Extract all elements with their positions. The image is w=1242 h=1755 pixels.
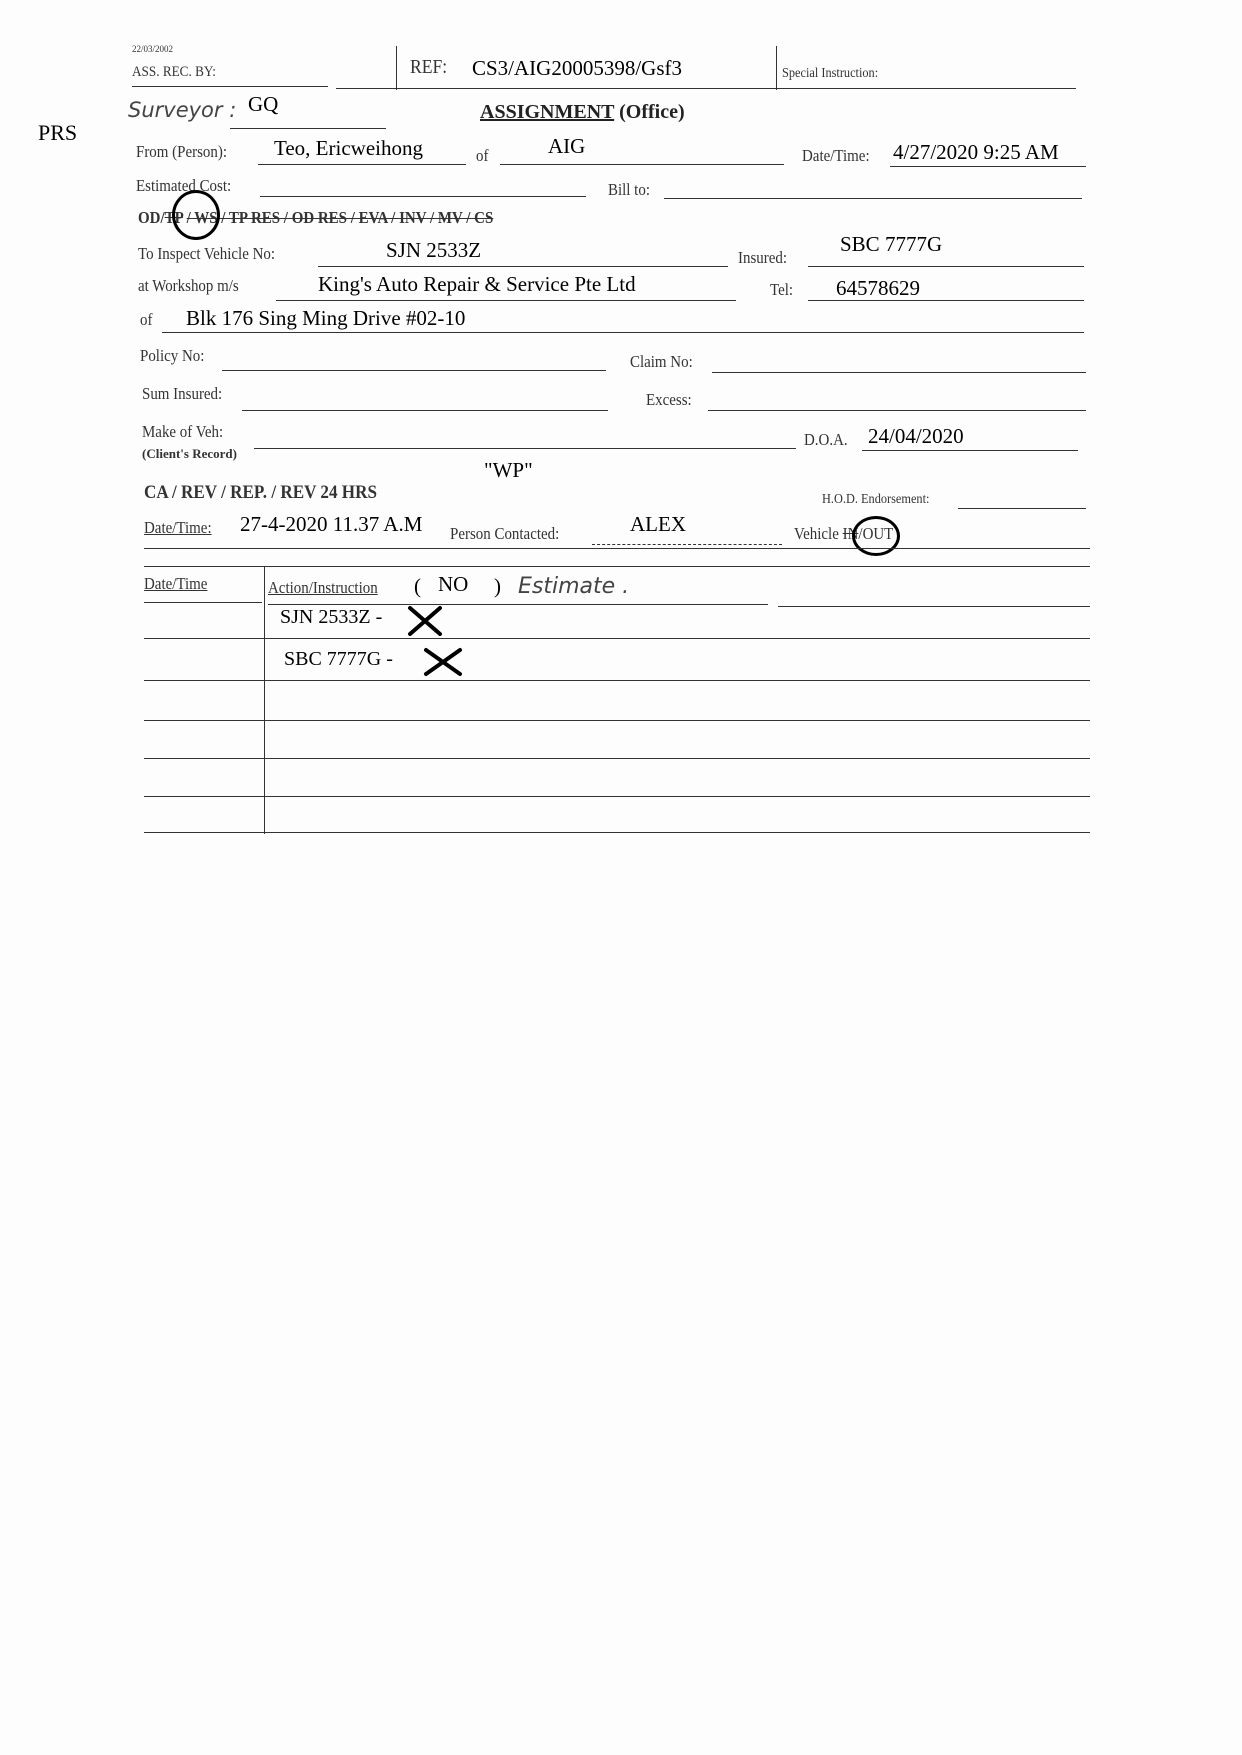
x-mark-icon bbox=[406, 604, 446, 638]
action-row-1-text: SJN 2533Z - bbox=[280, 606, 383, 628]
stamp-date: 22/03/2002 bbox=[132, 44, 174, 54]
person-contacted-label: Person Contacted: bbox=[450, 524, 560, 543]
action-paren-value: NO bbox=[438, 572, 469, 596]
review-options: CA / REV / REP. / REV 24 HRS bbox=[144, 482, 377, 503]
tel-value: 64578629 bbox=[836, 276, 920, 300]
inspect-vehicle-value: SJN 2533Z bbox=[386, 238, 482, 262]
tp-circle-mark bbox=[172, 190, 220, 240]
special-instruction-label: Special Instruction: bbox=[782, 66, 879, 81]
vehicle-out: OUT bbox=[862, 524, 894, 543]
from-datetime-value: 4/27/2020 9:25 AM bbox=[893, 140, 1059, 164]
ass-rec-by-label: ASS. REC. BY: bbox=[132, 64, 216, 80]
claim-types-rest: / WS / TP RES / OD RES / EVA / INV / MV / CS bbox=[186, 208, 494, 227]
x-mark-icon bbox=[422, 646, 466, 678]
hod-label: H.O.D. Endorsement: bbox=[822, 492, 930, 507]
address-value: Blk 176 Sing Ming Drive #02-10 bbox=[186, 306, 466, 330]
make-of-veh-sublabel: (Client's Record) bbox=[142, 446, 237, 461]
claim-type-od: OD bbox=[138, 208, 161, 227]
estimated-cost-label: Estimated Cost: bbox=[136, 176, 232, 195]
form-title-main: ASSIGNMENT bbox=[480, 101, 615, 123]
col-action-header: Action/Instruction bbox=[268, 578, 378, 597]
vehicle-label: Vehicle bbox=[794, 524, 839, 543]
vehicle-in: IN bbox=[842, 524, 859, 543]
ref-value: CS3/AIG20005398/Gsf3 bbox=[472, 56, 683, 80]
workshop-label: at Workshop m/s bbox=[138, 276, 239, 295]
contact-datetime-value: 27-4-2020 11.37 A.M bbox=[240, 512, 423, 536]
inspect-vehicle-label: To Inspect Vehicle No: bbox=[138, 244, 276, 263]
make-of-veh-label: Make of Veh: bbox=[142, 422, 224, 441]
surveyor-value: GQ bbox=[248, 92, 279, 116]
of-label: of bbox=[476, 146, 489, 165]
ref-label: REF: bbox=[410, 56, 448, 78]
doa-label: D.O.A. bbox=[804, 430, 848, 449]
action-row-2-text: SBC 7777G - bbox=[284, 648, 393, 670]
insured-label: Insured: bbox=[738, 248, 788, 267]
claim-types: OD/TP / WS / TP RES / OD RES / EVA / INV / MV / CS bbox=[138, 208, 494, 227]
form-title bbox=[480, 101, 685, 124]
sum-insured-label: Sum Insured: bbox=[142, 384, 223, 403]
action-paren-close: ) bbox=[494, 574, 501, 598]
bill-to-label: Bill to: bbox=[608, 180, 650, 199]
insured-value: SBC 7777G bbox=[840, 232, 943, 256]
margin-note: PRS bbox=[38, 120, 78, 145]
in-circle-mark bbox=[852, 516, 900, 556]
col-datetime-header: Date/Time bbox=[144, 574, 208, 593]
contact-datetime-label: Date/Time: bbox=[144, 518, 212, 537]
action-handwritten-note: Estimate . bbox=[518, 574, 630, 599]
person-contacted-value: ALEX bbox=[630, 512, 686, 536]
doa-value: 24/04/2020 bbox=[868, 424, 964, 448]
claim-type-tp: TP bbox=[164, 208, 183, 227]
vehicle-status: Vehicle IN/OUT bbox=[794, 524, 894, 543]
from-label: From (Person): bbox=[136, 142, 228, 161]
from-value: Teo, Ericweihong bbox=[274, 136, 423, 160]
surveyor-label: Surveyor : bbox=[128, 98, 237, 122]
form-title-sub: (Office) bbox=[619, 101, 685, 123]
action-paren-open: ( bbox=[414, 574, 421, 598]
workshop-value: King's Auto Repair & Service Pte Ltd bbox=[318, 272, 636, 296]
claim-no-label: Claim No: bbox=[630, 352, 693, 371]
wp-note: "WP" bbox=[484, 458, 533, 482]
tel-label: Tel: bbox=[770, 280, 794, 299]
of-value: AIG bbox=[548, 134, 586, 158]
address-label: of bbox=[140, 310, 153, 329]
from-datetime-label: Date/Time: bbox=[802, 146, 870, 165]
policy-no-label: Policy No: bbox=[140, 346, 205, 365]
excess-label: Excess: bbox=[646, 390, 692, 409]
